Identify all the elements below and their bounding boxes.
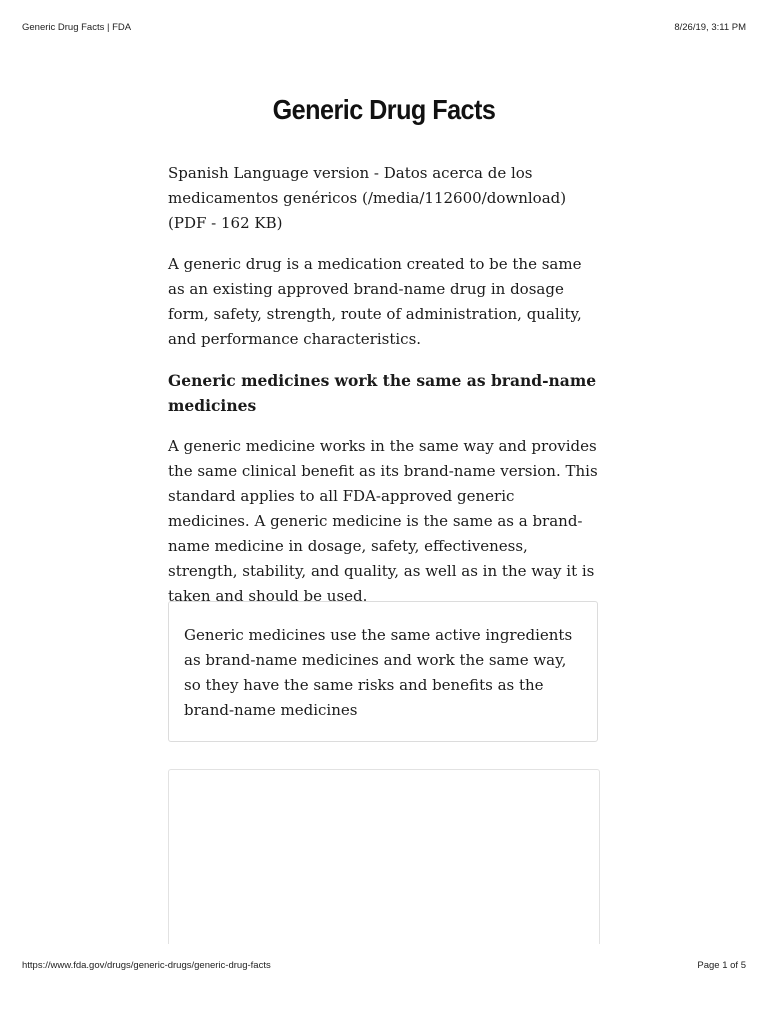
media-placeholder — [168, 769, 600, 944]
callout-box — [168, 601, 598, 742]
print-footer-page-number: Page 1 of 5 — [697, 960, 746, 971]
print-footer — [22, 960, 746, 971]
print-header-datetime: 8/26/19, 3:11 PM — [674, 22, 746, 33]
section-heading: Generic medicines work the same as brand-name medicines — [168, 371, 597, 415]
print-footer-url: https://www.fda.gov/drugs/generic-drugs/generic-drug-facts — [22, 960, 271, 971]
spanish-version-link[interactable]: Spanish Language version - Datos acerca de los medicamentos genéricos (/media/112600/download) (PDF - 162 KB) — [168, 164, 567, 232]
print-header-title: Generic Drug Facts | FDA — [22, 22, 132, 33]
callout-text: Generic medicines use the same active ingredients as brand-name medicines and work the same way, so they have the same risks and benefits as the brand-name medicines — [184, 626, 573, 719]
section-paragraph: A generic medicine works in the same way and provides the same clinical benefit as its brand-name version. This standard applies to all FDA-approved generic medicines. A generic medicine is the same as a brand-name medicine in dosage, safety, effectiveness, strength, stability, and quality, as well as in the way it is taken and should be used. — [168, 437, 598, 605]
page-title: Generic Drug Facts — [272, 94, 496, 125]
intro-paragraph: A generic drug is a medication created to be the same as an existing approved brand-name drug in dosage form, safety, strength, route of administration, quality, and performance characteristics. — [168, 255, 582, 348]
print-header — [22, 22, 746, 33]
